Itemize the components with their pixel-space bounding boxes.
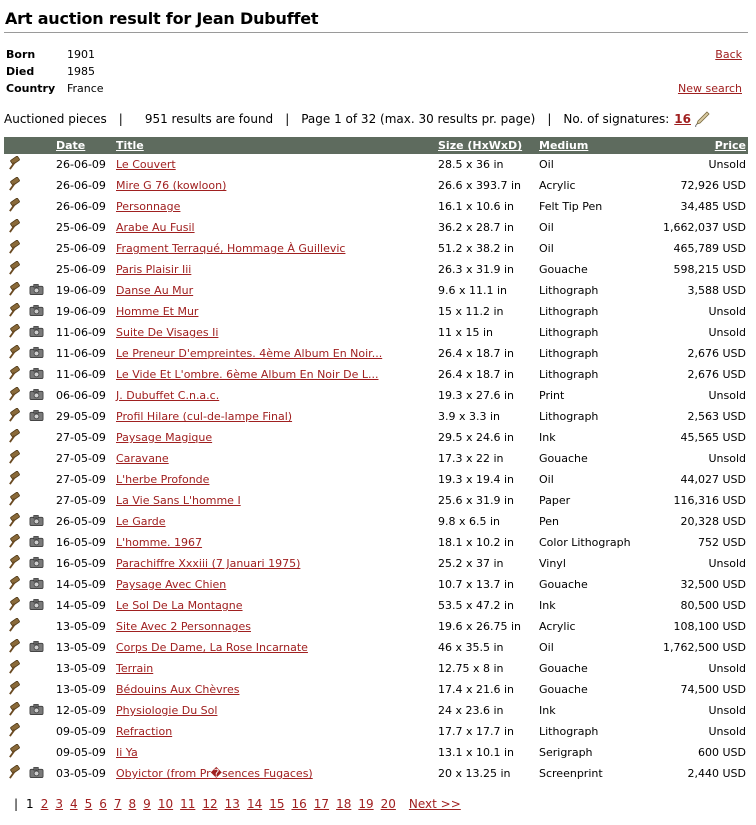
row-price: 600 USD [698,746,746,759]
row-medium: Gouache [539,683,588,696]
row-medium: Paper [539,494,571,507]
row-date: 09-05-09 [56,725,106,738]
row-medium: Lithograph [539,725,599,738]
gavel-icon [8,555,23,570]
row-medium: Lithograph [539,368,599,381]
row-medium: Gouache [539,452,588,465]
camera-icon[interactable] [29,346,44,359]
row-title-link[interactable]: Parachiffre Xxxiii (7 Januari 1975) [116,557,301,570]
gavel-icon [8,261,23,276]
row-size: 16.1 x 10.6 in [438,200,515,213]
row-date: 19-06-09 [56,284,106,297]
page-link-15[interactable]: 15 [269,797,285,811]
page-link-17[interactable]: 17 [313,797,330,811]
row-medium: Oil [539,242,554,255]
table-row [4,154,748,175]
row-date: 27-05-09 [56,452,106,465]
row-medium: Oil [539,158,554,171]
table-row [4,217,748,238]
gavel-icon [8,219,23,234]
row-date: 16-05-09 [56,536,106,549]
row-medium: Ink [539,431,556,444]
camera-icon[interactable] [29,388,44,401]
table-row [4,700,748,721]
row-date: 14-05-09 [56,599,106,612]
row-size: 28.5 x 36 in [438,158,504,171]
row-title-link[interactable]: Arabe Au Fusil [116,221,195,234]
row-size: 26.3 x 31.9 in [438,263,515,276]
camera-icon[interactable] [29,535,44,548]
signatures-link[interactable]: 16 [674,112,691,126]
row-medium: Gouache [539,662,588,675]
row-price: 465,789 USD [673,242,746,255]
row-title-link[interactable]: Danse Au Mur [116,284,194,297]
row-price: Unsold [708,158,746,171]
row-title-link[interactable]: Homme Et Mur [116,305,199,318]
results-table [4,137,748,784]
row-medium: Oil [539,473,554,486]
row-price: 32,500 USD [680,578,746,591]
row-price: 1,662,037 USD [663,221,746,234]
died-label: Died [6,65,35,78]
camera-icon[interactable] [29,304,44,317]
gavel-icon [8,450,23,465]
pagination [14,797,461,811]
row-title-link[interactable]: Obyictor (from Pr�sences Fugaces) [116,767,313,780]
row-price: 44,027 USD [680,473,746,486]
row-date: 26-06-09 [56,179,106,192]
row-price: 80,500 USD [680,599,746,612]
row-size: 17.7 x 17.7 in [438,725,515,738]
row-date: 06-06-09 [56,389,106,402]
row-medium: Lithograph [539,326,599,339]
row-size: 13.1 x 10.1 in [438,746,515,759]
page-link-6[interactable]: 6 [99,797,107,811]
row-price: Unsold [708,305,746,318]
table-row [4,616,748,637]
row-date: 03-05-09 [56,767,106,780]
row-title-link[interactable]: Physiologie Du Sol [116,704,218,717]
row-date: 25-06-09 [56,221,106,234]
row-size: 15 x 11.2 in [438,305,504,318]
camera-icon[interactable] [29,367,44,380]
table-row [4,721,748,742]
gavel-icon [8,303,23,318]
row-size: 36.2 x 28.7 in [438,221,515,234]
page-link-13[interactable]: 13 [224,797,240,811]
header-price[interactable]: Price [714,139,746,152]
table-header [4,137,748,154]
row-medium: Serigraph [539,746,593,759]
row-date: 13-05-09 [56,641,106,654]
row-title-link[interactable]: Corps De Dame, La Rose Incarnate [116,641,308,654]
page-link-11[interactable]: 11 [180,797,196,811]
camera-icon[interactable] [29,598,44,611]
header-medium[interactable]: Medium [539,139,589,152]
gavel-icon [8,324,23,339]
row-medium: Ink [539,599,556,612]
row-title-link[interactable]: Mire G 76 (kowloon) [116,179,227,192]
page-link-7[interactable]: 7 [113,797,122,811]
table-row [4,448,748,469]
row-date: 11-06-09 [56,368,106,381]
gavel-icon [8,618,23,633]
row-date: 12-05-09 [56,704,106,717]
gavel-icon [8,744,23,759]
table-row [4,322,748,343]
row-price: 598,215 USD [673,263,746,276]
row-size: 9.6 x 11.1 in [438,284,508,297]
table-row [4,259,748,280]
gavel-icon [8,702,23,717]
row-title-link[interactable]: Le Vide Et L'ombre. 6ème Album En Noir De L... [116,368,379,381]
row-price: 3,588 USD [687,284,746,297]
row-medium: Vinyl [539,557,566,570]
page-link-18[interactable]: 18 [336,797,352,811]
table-row [4,532,748,553]
row-size: 46 x 35.5 in [438,641,504,654]
gavel-icon [8,576,23,591]
table-row [4,658,748,679]
gavel-icon [8,660,23,675]
title-divider [4,32,748,33]
separator: | [547,112,552,126]
table-row [4,364,748,385]
page-link-19[interactable]: 19 [358,797,374,811]
gavel-icon [8,681,23,696]
table-row [4,763,748,784]
row-date: 26-06-09 [56,158,106,171]
signatures-label: No. of signatures: [563,112,670,126]
row-title-link[interactable]: Bédouins Aux Chèvres [116,683,240,696]
gavel-icon [8,471,23,486]
page-link-10[interactable]: 10 [157,797,174,811]
row-medium: Felt Tip Pen [539,200,603,213]
table-row [4,196,748,217]
row-size: 17.4 x 21.6 in [438,683,515,696]
table-row [4,469,748,490]
row-size: 19.3 x 19.4 in [438,473,515,486]
row-title-link[interactable]: La Vie Sans L'homme I [116,494,241,507]
born-value: 1901 [67,48,95,61]
row-date: 11-06-09 [56,326,106,339]
camera-icon[interactable] [29,325,44,338]
row-price: Unsold [708,704,746,717]
row-price: Unsold [708,557,746,570]
row-price: 752 USD [698,536,746,549]
gavel-icon [8,492,23,507]
row-size: 29.5 x 24.6 in [438,431,515,444]
gavel-icon [8,534,23,549]
row-size: 26.6 x 393.7 in [438,179,522,192]
row-date: 29-05-09 [56,410,106,423]
row-date: 14-05-09 [56,578,106,591]
page-link-14[interactable]: 14 [246,797,263,811]
camera-icon[interactable] [29,409,44,422]
row-date: 25-06-09 [56,242,106,255]
row-price: 2,563 USD [687,410,746,423]
gavel-icon [8,366,23,381]
row-date: 11-06-09 [56,347,106,360]
row-size: 24 x 23.6 in [438,704,504,717]
row-price: 116,316 USD [673,494,746,507]
gavel-icon [8,156,23,171]
row-date: 09-05-09 [56,746,106,759]
row-title-link[interactable]: Personnage [116,200,181,213]
gavel-icon [8,513,23,528]
row-date: 26-05-09 [56,515,106,528]
row-title-link[interactable]: Paysage Magique [116,431,213,444]
row-price: Unsold [708,725,746,738]
row-price: 1,762,500 USD [663,641,746,654]
row-size: 19.3 x 27.6 in [438,389,515,402]
row-medium: Gouache [539,578,588,591]
table-row [4,637,748,658]
row-size: 26.4 x 18.7 in [438,347,515,360]
row-title-link[interactable]: Suite De Visages Ii [116,326,219,339]
row-medium: Pen [539,515,559,528]
camera-icon[interactable] [29,514,44,527]
row-price: 72,926 USD [680,179,746,192]
page-title: Art auction result for Jean Dubuffet [5,9,319,28]
row-price: Unsold [708,326,746,339]
row-medium: Acrylic [539,179,576,192]
row-date: 13-05-09 [56,620,106,633]
row-price: Unsold [708,662,746,675]
page-link-16[interactable]: 16 [291,797,307,811]
table-row [4,301,748,322]
country-label: Country [6,82,56,95]
row-price: 74,500 USD [680,683,746,696]
row-date: 27-05-09 [56,494,106,507]
row-price: Unsold [708,389,746,402]
page-link-20[interactable]: 20 [380,797,396,811]
row-date: 19-06-09 [56,305,106,318]
row-date: 16-05-09 [56,557,106,570]
row-title-link[interactable]: Refraction [116,725,173,738]
page-link-12[interactable]: 12 [202,797,218,811]
gavel-icon [8,408,23,423]
camera-icon[interactable] [29,556,44,569]
row-price: 20,328 USD [680,515,746,528]
gavel-icon [8,387,23,402]
row-size: 18.1 x 10.2 in [438,536,515,549]
row-medium: Screenprint [539,767,603,780]
row-title-link[interactable]: Fragment Terraqué, Hommage À Guillevic [116,242,346,255]
row-date: 27-05-09 [56,431,106,444]
gavel-icon [8,429,23,444]
table-row [4,553,748,574]
row-title-link[interactable]: Le Sol De La Montagne [116,599,243,612]
page-link-1: 1 [26,797,34,811]
row-medium: Lithograph [539,284,599,297]
table-row [4,385,748,406]
gavel-icon [8,639,23,654]
table-row [4,175,748,196]
camera-icon[interactable] [29,703,44,716]
row-price: 34,485 USD [680,200,746,213]
table-row [4,679,748,700]
row-medium: Oil [539,221,554,234]
table-row [4,238,748,259]
artist-bio [6,46,104,97]
next-page-link[interactable]: Next >> [408,797,461,811]
gavel-icon [8,345,23,360]
auctioned-pieces-label: Auctioned pieces [4,112,107,126]
row-date: 13-05-09 [56,662,106,675]
table-row [4,490,748,511]
page-info: Page 1 of 32 (max. 30 results pr. page) [301,112,536,126]
row-medium: Color Lithograph [539,536,631,549]
row-title-link[interactable]: Caravane [116,452,169,465]
new-search-link[interactable]: New search [677,82,742,95]
results-count: 951 results are found [144,112,274,126]
row-date: 25-06-09 [56,263,106,276]
gavel-icon [8,723,23,738]
row-title-link[interactable]: Paris Plaisir Iii [116,263,192,276]
row-medium: Acrylic [539,620,576,633]
row-medium: Lithograph [539,410,599,423]
back-link[interactable]: Back [715,48,742,61]
row-price: 2,440 USD [687,767,746,780]
row-date: 27-05-09 [56,473,106,486]
table-row [4,343,748,364]
camera-icon[interactable] [29,577,44,590]
table-row [4,511,748,532]
gavel-icon [8,282,23,297]
country-value: France [67,82,104,95]
born-label: Born [6,48,36,61]
row-date: 13-05-09 [56,683,106,696]
gavel-icon [8,765,23,780]
row-medium: Lithograph [539,347,599,360]
row-price: 2,676 USD [687,368,746,381]
row-size: 12.75 x 8 in [438,662,504,675]
table-row [4,427,748,448]
row-title-link[interactable]: Profil Hilare (cul-de-lampe Final) [116,410,293,423]
top-links [678,46,742,97]
row-title-link[interactable]: Ii Ya [116,746,138,759]
camera-icon[interactable] [29,283,44,296]
camera-icon[interactable] [29,640,44,653]
pager-separator: | [14,797,19,811]
row-size: 53.5 x 47.2 in [438,599,515,612]
header-size[interactable]: Size (HxWxD) [438,139,523,152]
row-price: 2,676 USD [687,347,746,360]
row-size: 25.2 x 37 in [438,557,504,570]
row-title-link[interactable]: Terrain [116,662,154,675]
camera-icon[interactable] [29,766,44,779]
row-medium: Ink [539,704,556,717]
row-size: 9.8 x 6.5 in [438,515,501,528]
gavel-icon [8,597,23,612]
row-price: Unsold [708,452,746,465]
row-title-link[interactable]: L'homme. 1967 [116,536,203,549]
row-size: 26.4 x 18.7 in [438,368,515,381]
page-link-3[interactable]: 3 [55,797,63,811]
row-title-link[interactable]: J. Dubuffet C.n.a.c. [116,389,220,402]
row-title-link[interactable]: Paysage Avec Chien [116,578,227,591]
row-title-link[interactable]: Le Preneur D'empreintes. 4ème Album En Noir... [116,347,383,360]
row-medium: Lithograph [539,305,599,318]
gavel-icon [8,198,23,213]
died-value: 1985 [67,65,95,78]
separator: | [285,112,290,126]
page-link-8[interactable]: 8 [128,797,137,811]
row-size: 11 x 15 in [438,326,494,339]
page-link-5[interactable]: 5 [84,797,93,811]
row-size: 17.3 x 22 in [438,452,504,465]
row-title-link[interactable]: Le Couvert [116,158,176,171]
gavel-icon [8,240,23,255]
row-title-link[interactable]: Le Garde [116,515,166,528]
row-medium: Print [539,389,565,402]
row-size: 19.6 x 26.75 in [438,620,522,633]
header-date[interactable]: Date [56,139,86,152]
row-size: 10.7 x 13.7 in [438,578,515,591]
separator: | [118,112,123,126]
row-title-link[interactable]: Site Avec 2 Personnages [116,620,251,633]
table-row [4,280,748,301]
row-medium: Oil [539,641,554,654]
row-price: 108,100 USD [673,620,746,633]
page-link-4[interactable]: 4 [69,797,78,811]
table-row [4,574,748,595]
gavel-icon [8,177,23,192]
page-link-2[interactable]: 2 [40,797,49,811]
header-title[interactable]: Title [116,139,144,152]
row-size: 25.6 x 31.9 in [438,494,515,507]
row-title-link[interactable]: L'herbe Profonde [116,473,210,486]
table-row [4,406,748,427]
row-size: 3.9 x 3.3 in [438,410,501,423]
table-row [4,742,748,763]
row-size: 20 x 13.25 in [438,767,511,780]
row-size: 51.2 x 38.2 in [438,242,515,255]
row-price: 45,565 USD [680,431,746,444]
results-summary [4,110,748,128]
page-link-9[interactable]: 9 [143,797,151,811]
table-row [4,595,748,616]
pen-icon[interactable] [694,111,710,127]
row-date: 26-06-09 [56,200,106,213]
row-medium: Gouache [539,263,588,276]
